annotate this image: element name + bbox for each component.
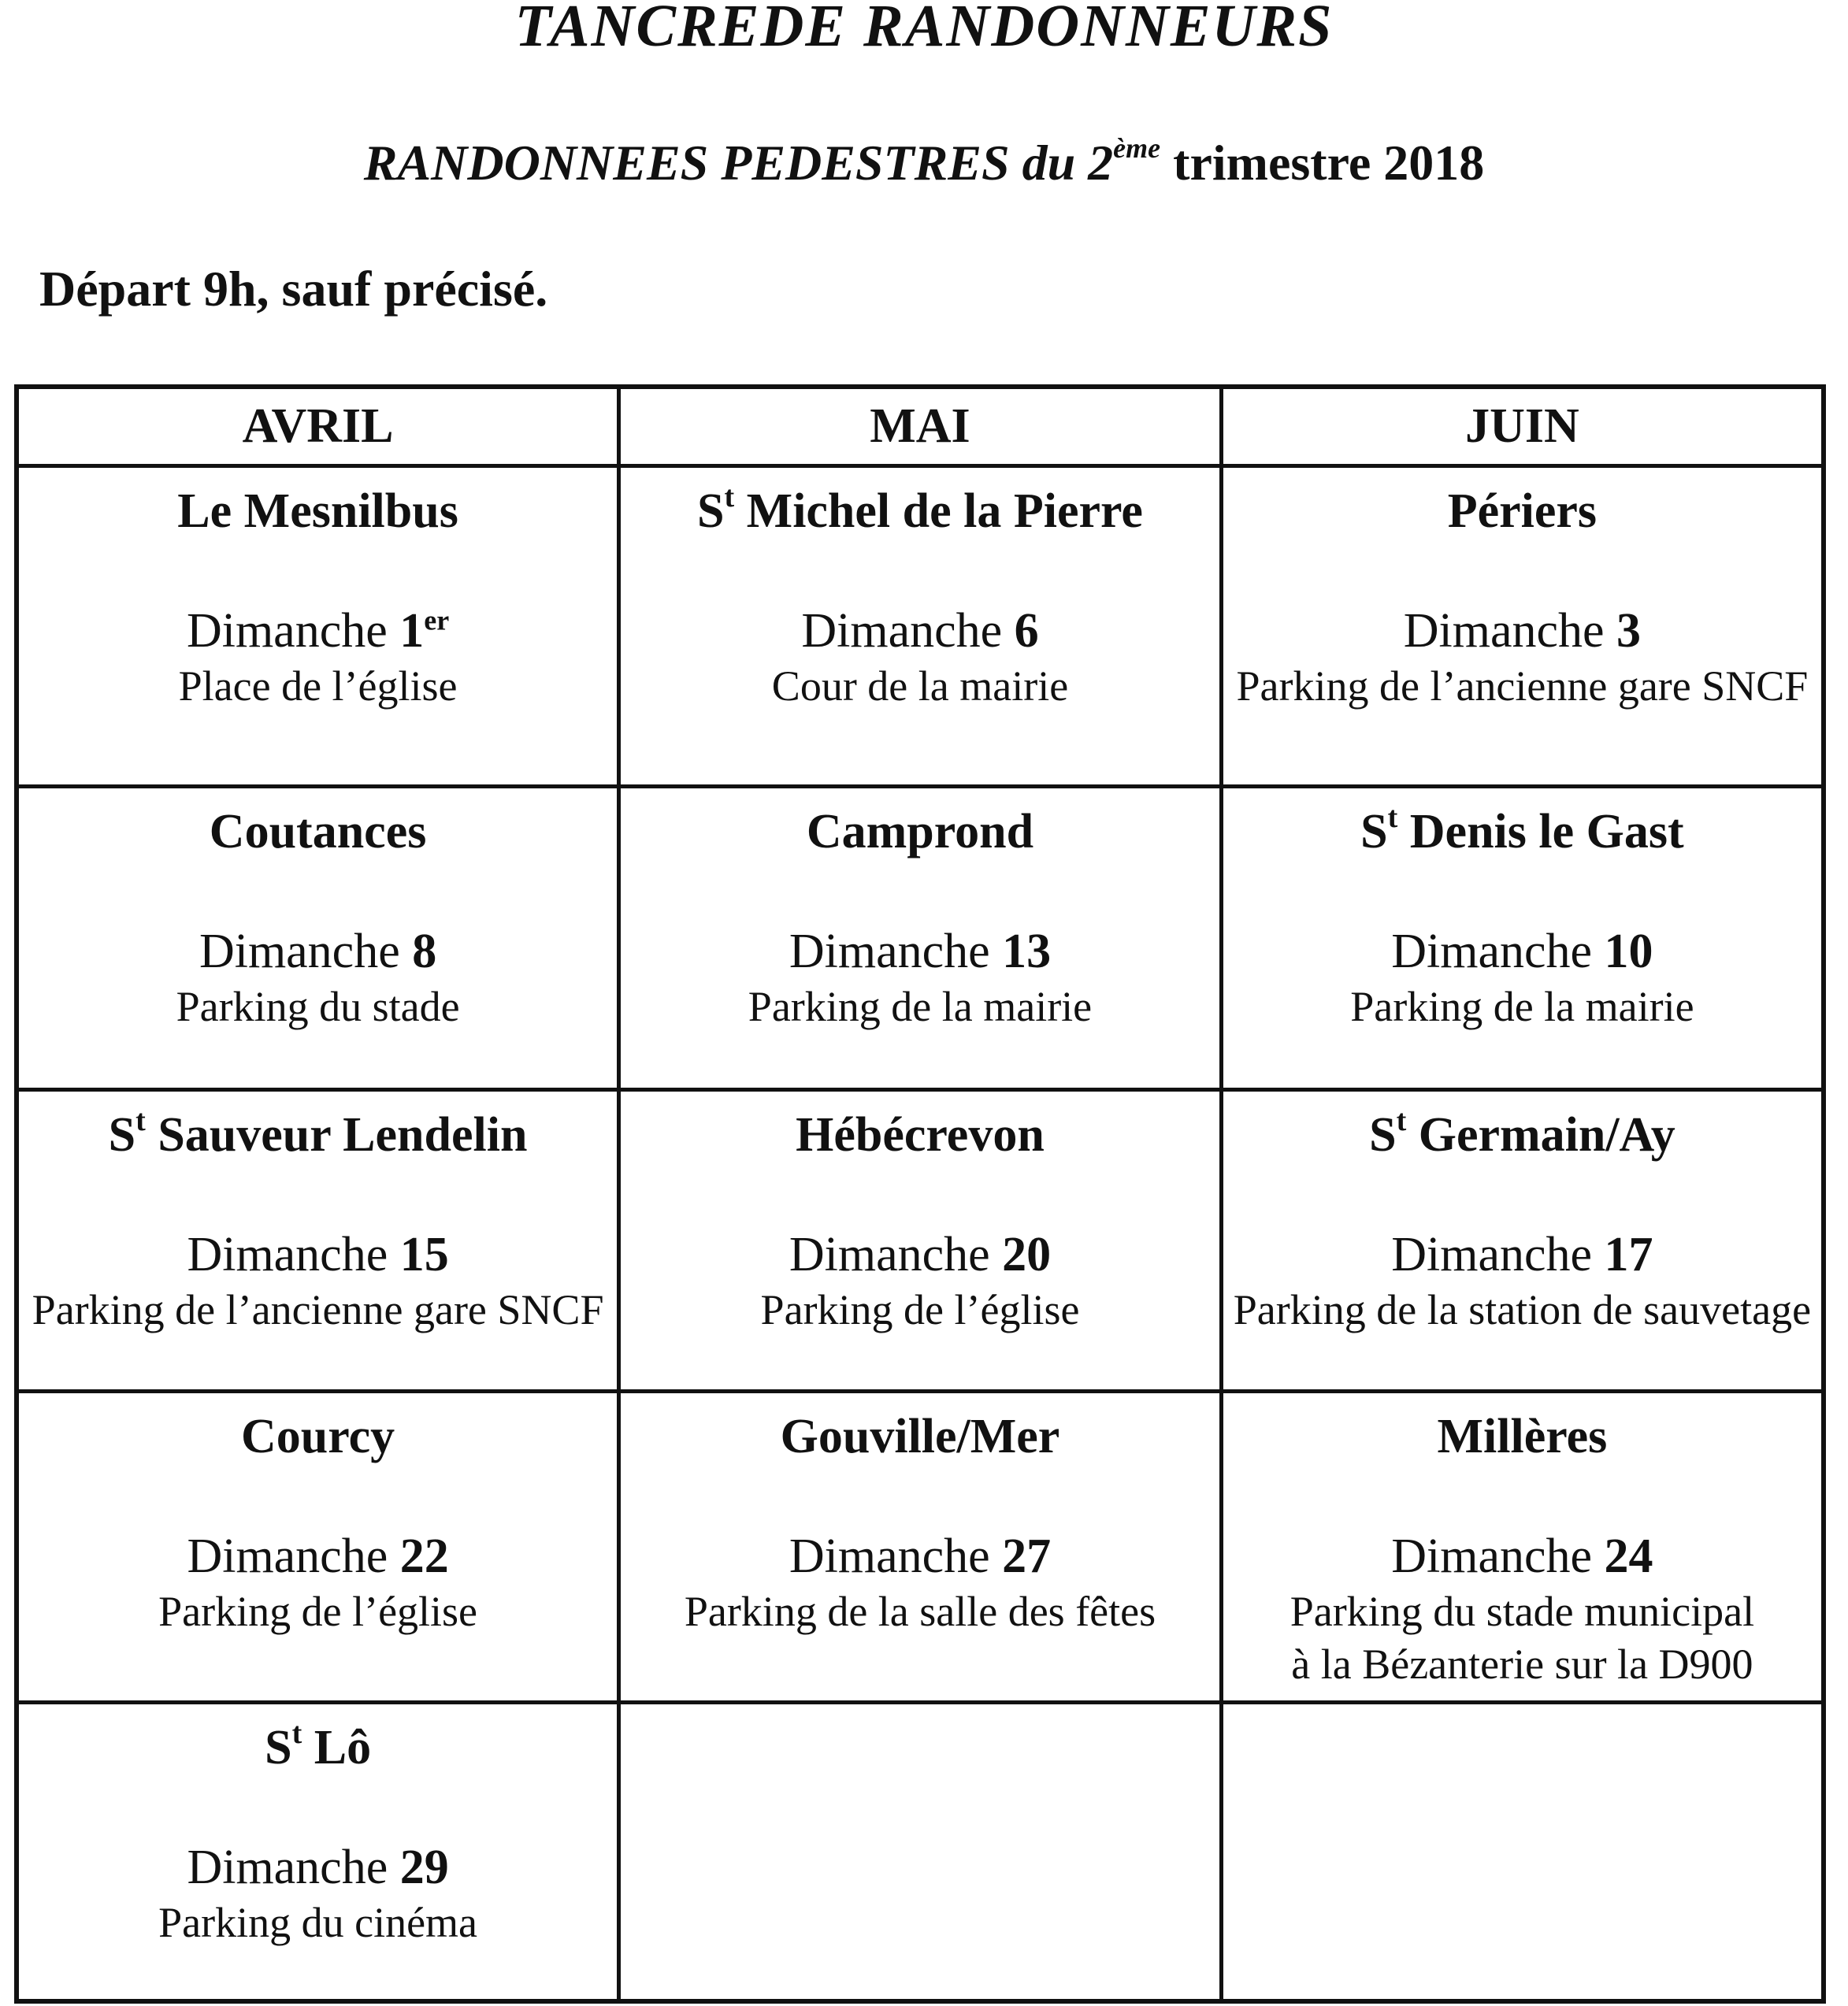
meeting-point: Parking de la mairie (748, 982, 1093, 1030)
hike-place (621, 1407, 1219, 1466)
meeting-point: Parking de l’église (760, 1285, 1080, 1333)
date-number: 6 (1014, 604, 1039, 658)
place-name: Périers (1447, 484, 1598, 538)
date-number: 20 (1002, 1228, 1052, 1282)
meeting-point: Parking de la mairie (1350, 982, 1694, 1030)
meeting-point: Parking de la salle des fêtes (684, 1587, 1156, 1635)
place-name: Hébécrevon (796, 1108, 1045, 1162)
meeting-point: Cour de la mairie (771, 662, 1069, 710)
departure-note: Départ 9h, sauf précisé. (39, 261, 548, 317)
place-name: Michel de la Pierre (746, 484, 1143, 538)
weekday: Dimanche (1391, 1530, 1593, 1584)
hike-date (19, 1227, 617, 1283)
date-number: 10 (1604, 925, 1653, 979)
date-number: 17 (1604, 1228, 1653, 1282)
weekday: Dimanche (199, 925, 400, 979)
saint-sup: t (1387, 801, 1398, 835)
saint-prefix: S (1360, 805, 1388, 858)
hike-cell (1221, 1392, 1824, 1703)
hike-date (19, 924, 617, 980)
empty-cell (1221, 1703, 1824, 2002)
column-header-april: AVRIL (17, 387, 619, 466)
date-sup: er (424, 604, 450, 636)
hike-date (1223, 603, 1821, 659)
hike-date (621, 1227, 1219, 1283)
hike-place (1223, 482, 1821, 540)
hike-date (621, 603, 1219, 659)
document-title: TANCREDE RANDONNEURS (514, 0, 1334, 59)
subtitle-rest: trimestre 2018 (1173, 135, 1485, 191)
meeting-point: Parking de l’ancienne gare SNCF (1236, 662, 1809, 710)
hike-place (1223, 1106, 1821, 1164)
table-row (17, 1703, 1824, 2002)
meeting-point: Place de l’église (178, 662, 458, 710)
meeting-point-detail: à la Bézanterie sur la D900 (1291, 1641, 1753, 1689)
subtitle-italic: RANDONNEES PEDESTRES du 2 (363, 135, 1114, 191)
hike-date (621, 1529, 1219, 1585)
hike-cell (1221, 1090, 1824, 1392)
table-row (17, 466, 1824, 787)
saint-sup: t (135, 1104, 146, 1138)
place-name: Le Mesnilbus (177, 484, 458, 538)
weekday: Dimanche (1391, 925, 1593, 979)
weekday: Dimanche (186, 604, 388, 658)
hike-cell (17, 1090, 619, 1392)
date-number: 8 (412, 925, 437, 979)
date-number: 22 (399, 1530, 449, 1584)
hike-date (621, 924, 1219, 980)
hike-cell (17, 1392, 619, 1703)
weekday: Dimanche (789, 1530, 990, 1584)
hike-date (1223, 1227, 1821, 1283)
saint-sup: t (291, 1717, 302, 1751)
empty-cell (619, 1703, 1222, 2002)
date-number: 29 (399, 1841, 449, 1895)
hike-cell (619, 1392, 1222, 1703)
hike-place (19, 1407, 617, 1466)
meeting-point: Parking du cinéma (158, 1898, 478, 1946)
hike-cell (17, 466, 619, 787)
meeting-point: Parking de l’église (158, 1587, 478, 1635)
place-name: Gouville/Mer (780, 1410, 1060, 1463)
weekday: Dimanche (187, 1530, 388, 1584)
subtitle-superscript: ème (1113, 132, 1161, 164)
hike-place (1223, 803, 1821, 861)
document-subtitle (0, 134, 1848, 192)
place-name: Denis le Gast (1409, 805, 1684, 858)
hike-place (19, 803, 617, 861)
place-name: Camprond (806, 805, 1034, 858)
date-number: 3 (1616, 604, 1642, 658)
weekday: Dimanche (801, 604, 1003, 658)
weekday: Dimanche (1391, 1228, 1593, 1282)
saint-prefix: S (108, 1108, 136, 1162)
weekday: Dimanche (789, 1228, 990, 1282)
date-number: 24 (1604, 1530, 1653, 1584)
hike-cell (619, 787, 1222, 1090)
hike-place (19, 1719, 617, 1777)
meeting-point: Parking du stade (176, 982, 460, 1030)
place-name: Courcy (240, 1410, 395, 1463)
date-number: 15 (399, 1228, 449, 1282)
hike-cell (619, 466, 1222, 787)
saint-prefix: S (1369, 1108, 1397, 1162)
weekday: Dimanche (789, 925, 990, 979)
meeting-point: Parking du stade municipal (1290, 1587, 1755, 1635)
hike-cell (1221, 787, 1824, 1090)
place-name: Sauveur Lendelin (158, 1108, 528, 1162)
table-row (17, 787, 1824, 1090)
meeting-point: Parking de la station de sauvetage (1233, 1285, 1812, 1333)
column-header-june: JUIN (1221, 387, 1824, 466)
place-name: Lô (314, 1721, 372, 1774)
column-header-may: MAI (619, 387, 1222, 466)
hike-place (621, 1106, 1219, 1164)
hike-date (19, 603, 617, 659)
header-row (17, 387, 1824, 466)
schedule-table (14, 384, 1826, 2004)
hike-cell (17, 787, 619, 1090)
saint-prefix: S (265, 1721, 292, 1774)
meeting-point: Parking de l’ancienne gare SNCF (32, 1285, 604, 1333)
date-number: 1 (399, 604, 425, 658)
date-number: 13 (1002, 925, 1052, 979)
hike-cell (619, 1090, 1222, 1392)
place-name: Coutances (209, 805, 427, 858)
hike-place (621, 482, 1219, 540)
table-row (17, 1090, 1824, 1392)
saint-sup: t (1396, 1104, 1407, 1138)
hike-place (621, 803, 1219, 861)
place-name: Germain/Ay (1418, 1108, 1675, 1162)
weekday: Dimanche (1403, 604, 1605, 658)
saint-sup: t (724, 480, 735, 514)
hike-date (19, 1529, 617, 1585)
weekday: Dimanche (187, 1841, 388, 1895)
weekday: Dimanche (187, 1228, 388, 1282)
hike-cell (17, 1703, 619, 2002)
hike-place (1223, 1407, 1821, 1466)
hike-place (19, 1106, 617, 1164)
hike-date (1223, 1529, 1821, 1585)
hike-date (19, 1840, 617, 1896)
saint-prefix: S (697, 484, 725, 538)
table-row (17, 1392, 1824, 1703)
hike-cell (1221, 466, 1824, 787)
place-name: Millères (1437, 1410, 1608, 1463)
hike-date (1223, 924, 1821, 980)
hike-place (19, 482, 617, 540)
date-number: 27 (1002, 1530, 1052, 1584)
